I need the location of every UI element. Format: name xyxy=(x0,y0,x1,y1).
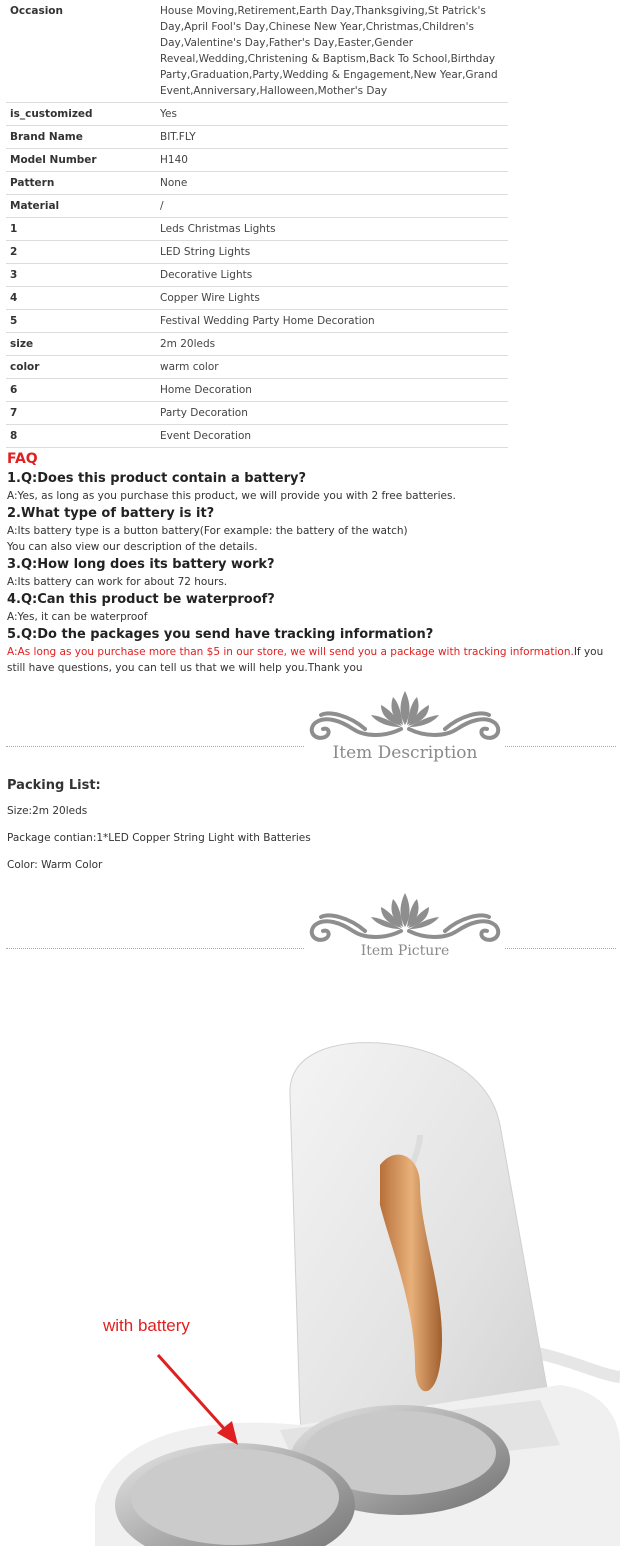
spec-key: Occasion xyxy=(6,0,156,103)
item-description-label: Item Description xyxy=(332,743,478,763)
spec-row xyxy=(6,172,508,195)
spec-value: BIT.FLY xyxy=(156,126,508,149)
spec-key: 3 xyxy=(6,264,156,287)
spec-key: 8 xyxy=(6,425,156,448)
spec-key: Material xyxy=(6,195,156,218)
packing-list xyxy=(7,778,607,884)
spec-row xyxy=(6,356,508,379)
spec-key: 6 xyxy=(6,379,156,402)
spec-key: 5 xyxy=(6,310,156,333)
spec-row xyxy=(6,333,508,356)
spec-row xyxy=(6,241,508,264)
packing-size: Size:2m 20leds xyxy=(7,805,88,817)
spec-row xyxy=(6,218,508,241)
spec-key: 4 xyxy=(6,287,156,310)
spec-key: 7 xyxy=(6,402,156,425)
faq-question-5: 5.Q:Do the packages you send have tracking information? xyxy=(7,627,434,642)
spec-value: / xyxy=(156,195,508,218)
packing-color: Color: Warm Color xyxy=(7,859,103,871)
item-picture-header xyxy=(0,887,620,967)
spec-key: Pattern xyxy=(6,172,156,195)
faq-answer-5-rest: If you still have questions, you can tell us that we will help you.Thank you xyxy=(7,646,604,674)
packing-list-title: Packing List: xyxy=(7,778,101,793)
faq-section xyxy=(7,450,615,676)
spec-value: H140 xyxy=(156,149,508,172)
product-photo-battery-holder xyxy=(0,1005,620,1546)
spec-key: Model Number xyxy=(6,149,156,172)
spec-row xyxy=(6,149,508,172)
spec-table xyxy=(6,0,508,448)
spec-value: None xyxy=(156,172,508,195)
faq-question-2: 2.What type of battery is it? xyxy=(7,506,215,521)
faq-answer-5 xyxy=(7,644,615,676)
packing-package: Package contian:1*LED Copper String Light with Batteries xyxy=(7,832,311,844)
spec-value: LED String Lights xyxy=(156,241,508,264)
spec-value: Party Decoration xyxy=(156,402,508,425)
lotus-ornament-icon xyxy=(305,887,505,967)
spec-row xyxy=(6,195,508,218)
lotus-ornament-icon xyxy=(305,685,505,765)
spec-value: Leds Christmas Lights xyxy=(156,218,508,241)
spec-key: size xyxy=(6,333,156,356)
faq-answer-2a: A:Its battery type is a button battery(For example: the battery of the watch) xyxy=(7,525,408,537)
spec-row xyxy=(6,0,508,103)
faq-question-4: 4.Q:Can this product be waterproof? xyxy=(7,592,275,607)
spec-key: 1 xyxy=(6,218,156,241)
faq-question-1: 1.Q:Does this product contain a battery? xyxy=(7,471,307,486)
spec-value: Event Decoration xyxy=(156,425,508,448)
spec-row xyxy=(6,310,508,333)
photo-callout-label: with battery xyxy=(103,1316,190,1335)
spec-value: Festival Wedding Party Home Decoration xyxy=(156,310,508,333)
faq-answer-3: A:Its battery can work for about 72 hours. xyxy=(7,576,228,588)
item-description-header xyxy=(0,685,620,765)
spec-row xyxy=(6,379,508,402)
faq-title: FAQ xyxy=(7,451,38,467)
faq-question-3: 3.Q:How long does its battery work? xyxy=(7,557,275,572)
faq-answer-1: A:Yes, as long as you purchase this product, we will provide you with 2 free batteries. xyxy=(7,490,456,502)
spec-key: 2 xyxy=(6,241,156,264)
faq-answer-2b: You can also view our description of the details. xyxy=(7,541,258,553)
spec-value: 2m 20leds xyxy=(156,333,508,356)
spec-row xyxy=(6,126,508,149)
spec-row xyxy=(6,264,508,287)
spec-key: is_customized xyxy=(6,103,156,126)
spec-row xyxy=(6,425,508,448)
faq-answer-5-highlight: A:As long as you purchase more than $5 in our store, we will send you a package with tracking information. xyxy=(7,646,574,658)
spec-row xyxy=(6,287,508,310)
spec-value: warm color xyxy=(156,356,508,379)
spec-row xyxy=(6,103,508,126)
spec-key: Brand Name xyxy=(6,126,156,149)
spec-value: Home Decoration xyxy=(156,379,508,402)
spec-key: color xyxy=(6,356,156,379)
spec-value: Yes xyxy=(156,103,508,126)
spec-value: Decorative Lights xyxy=(156,264,508,287)
spec-value: House Moving,Retirement,Earth Day,Thanksgiving,St Patrick's Day,April Fool's Day,Chinese New Year,Christmas,Children's Day,Valentine's Day,Father's Day,Easter,Gender Reveal,Wedding,Christening & Baptism,Back To School,Birthday Party,Graduation,Party,Wedding & Engagement,New Year,Grand Event,Anniversary,Halloween,Mother's Day xyxy=(156,0,508,103)
item-picture-label: Item Picture xyxy=(360,943,450,959)
spec-value: Copper Wire Lights xyxy=(156,287,508,310)
faq-answer-4: A:Yes, it can be waterproof xyxy=(7,611,148,623)
spec-row xyxy=(6,402,508,425)
